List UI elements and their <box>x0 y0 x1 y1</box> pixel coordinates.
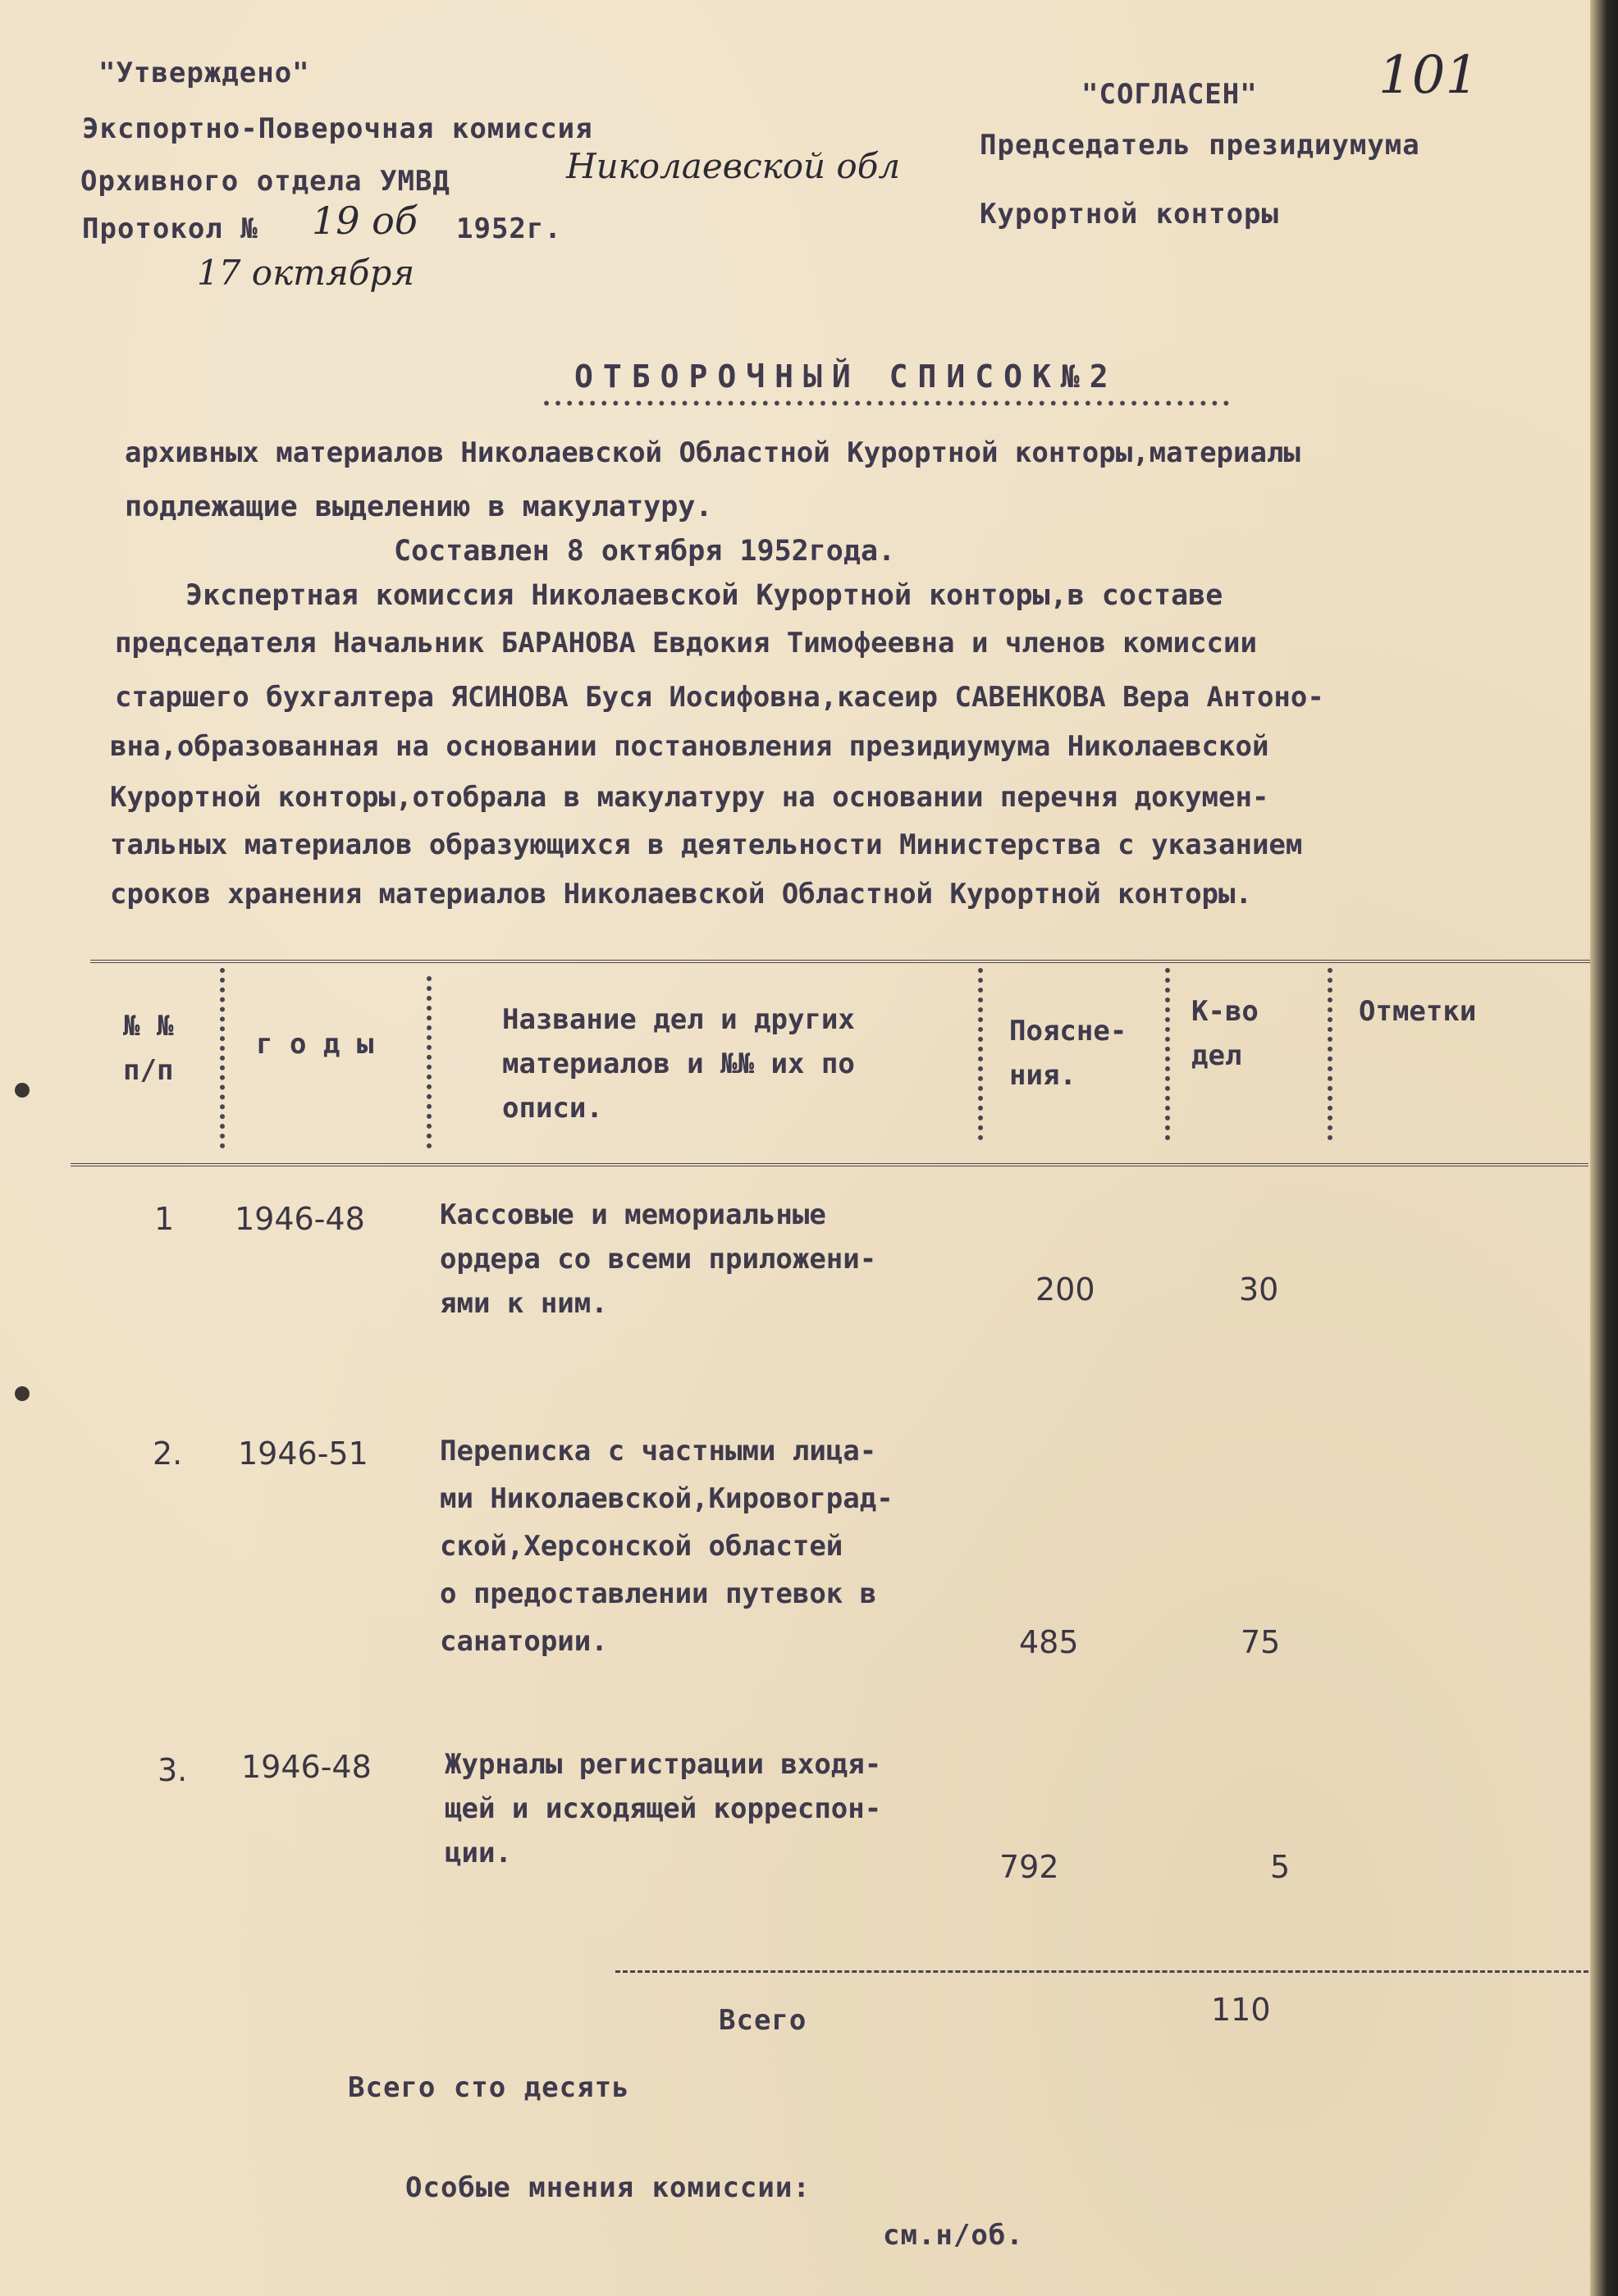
consent-office: Курортной конторы <box>980 198 1279 231</box>
page-number: 101 <box>1378 45 1479 106</box>
intro-line: Экспертная комиссия Николаевской Курортной конторы,в составе <box>185 579 1223 612</box>
approval-heading: "Утверждено" <box>98 57 310 89</box>
total-rule <box>615 1970 1588 1973</box>
row-years: 1946-51 <box>238 1436 368 1472</box>
consent-heading: "СОГЛАСЕН" <box>1081 78 1258 111</box>
row-count: 75 <box>1241 1624 1281 1660</box>
row-name: Переписка с частными лица- ми Николаевской,Кировоград- ской,Херсонской областей о предоставлении путевок в санатории. <box>440 1435 894 1658</box>
row-name: Журналы регистрации входя- щей и исходящей корреспон- ции. <box>445 1748 882 1869</box>
intro-line: вна,образованная на основании постановления президиумума Николаевской <box>110 730 1269 763</box>
header-marks: Отметки <box>1359 995 1477 1028</box>
header-notes: Поясне- ния. <box>1009 1015 1127 1092</box>
total-in-words: Всего сто десять <box>348 2071 630 2104</box>
page-title: ОТБОРОЧНЫЙ СПИСОК№2 <box>574 358 1118 395</box>
special-opinions-label: Особые мнения комиссии: <box>405 2171 811 2204</box>
intro-line: архивных материалов Николаевской Областной Курортной конторы,материалы <box>125 436 1300 469</box>
row-number: 3. <box>158 1752 188 1788</box>
row-count: 5 <box>1270 1849 1291 1885</box>
intro-line: Курортной конторы,отобрала в макулатуру на основании перечня докумен- <box>110 781 1269 814</box>
total-value: 110 <box>1211 1992 1271 2028</box>
header-years: г о д ы <box>256 1028 374 1061</box>
row-notes: 485 <box>1019 1624 1079 1660</box>
header-count: К-во дел <box>1191 995 1259 1072</box>
total-label: Всего <box>719 2004 807 2037</box>
approval-date-handwritten: 17 октября <box>197 253 415 293</box>
header-bottom-rule <box>71 1163 1588 1166</box>
intro-line: старшего бухгалтера ЯСИНОВА Буся Иосифовна,касеир САВЕНКОВА Вера Антоно- <box>115 681 1324 714</box>
intro-line: сроков хранения материалов Николаевской Областной Курортной конторы. <box>110 878 1252 911</box>
approval-department: Орхивного отдела УМВД <box>80 165 450 198</box>
consent-chairman: Председатель президиумума <box>980 129 1420 162</box>
intro-line: тальных материалов образующихся в деятельности Министерства с указанием <box>110 828 1303 861</box>
scan-edge <box>1590 0 1618 2296</box>
row-number: 1 <box>154 1201 175 1237</box>
row-number: 2. <box>153 1436 183 1472</box>
row-years: 1946-48 <box>241 1749 372 1785</box>
row-notes: 792 <box>999 1849 1059 1885</box>
table-top-rule <box>90 960 1592 963</box>
header-number: № № п/п <box>123 1010 174 1087</box>
see-reverse-note: см.н/об. <box>883 2219 1024 2252</box>
row-count: 30 <box>1239 1271 1279 1308</box>
approval-protocol-year: 1952г. <box>456 212 562 245</box>
column-separator <box>427 976 436 1148</box>
punch-hole <box>15 1083 30 1098</box>
intro-line: подлежащие выделению в макулатуру. <box>125 491 713 523</box>
row-years: 1946-48 <box>235 1201 365 1237</box>
column-separator <box>978 968 988 1140</box>
approval-commission: Экспортно-Поверочная комиссия <box>82 112 593 145</box>
approval-protocol-label: Протокол № <box>82 212 258 245</box>
title-underline: •••••••••••••••••••••••••••••••••••••••••••••••••••••••••••• <box>542 394 1233 413</box>
header-name: Название дел и других материалов и №№ их по описи. <box>502 1003 855 1125</box>
row-name: Кассовые и мемориальные ордера со всеми приложени- ями к ним. <box>440 1198 877 1320</box>
punch-hole <box>15 1386 30 1401</box>
intro-line: Составлен 8 октября 1952года. <box>394 535 896 568</box>
column-separator <box>1328 968 1337 1140</box>
column-separator <box>1165 968 1175 1140</box>
intro-line: председателя Начальник БАРАНОВА Евдокия Тимофеевна и членов комиссии <box>115 627 1257 660</box>
approval-protocol-number-handwritten: 19 об <box>312 199 418 243</box>
column-separator <box>220 968 230 1148</box>
row-notes: 200 <box>1035 1271 1095 1308</box>
approval-region-handwritten: Николаевской обл <box>566 146 901 186</box>
